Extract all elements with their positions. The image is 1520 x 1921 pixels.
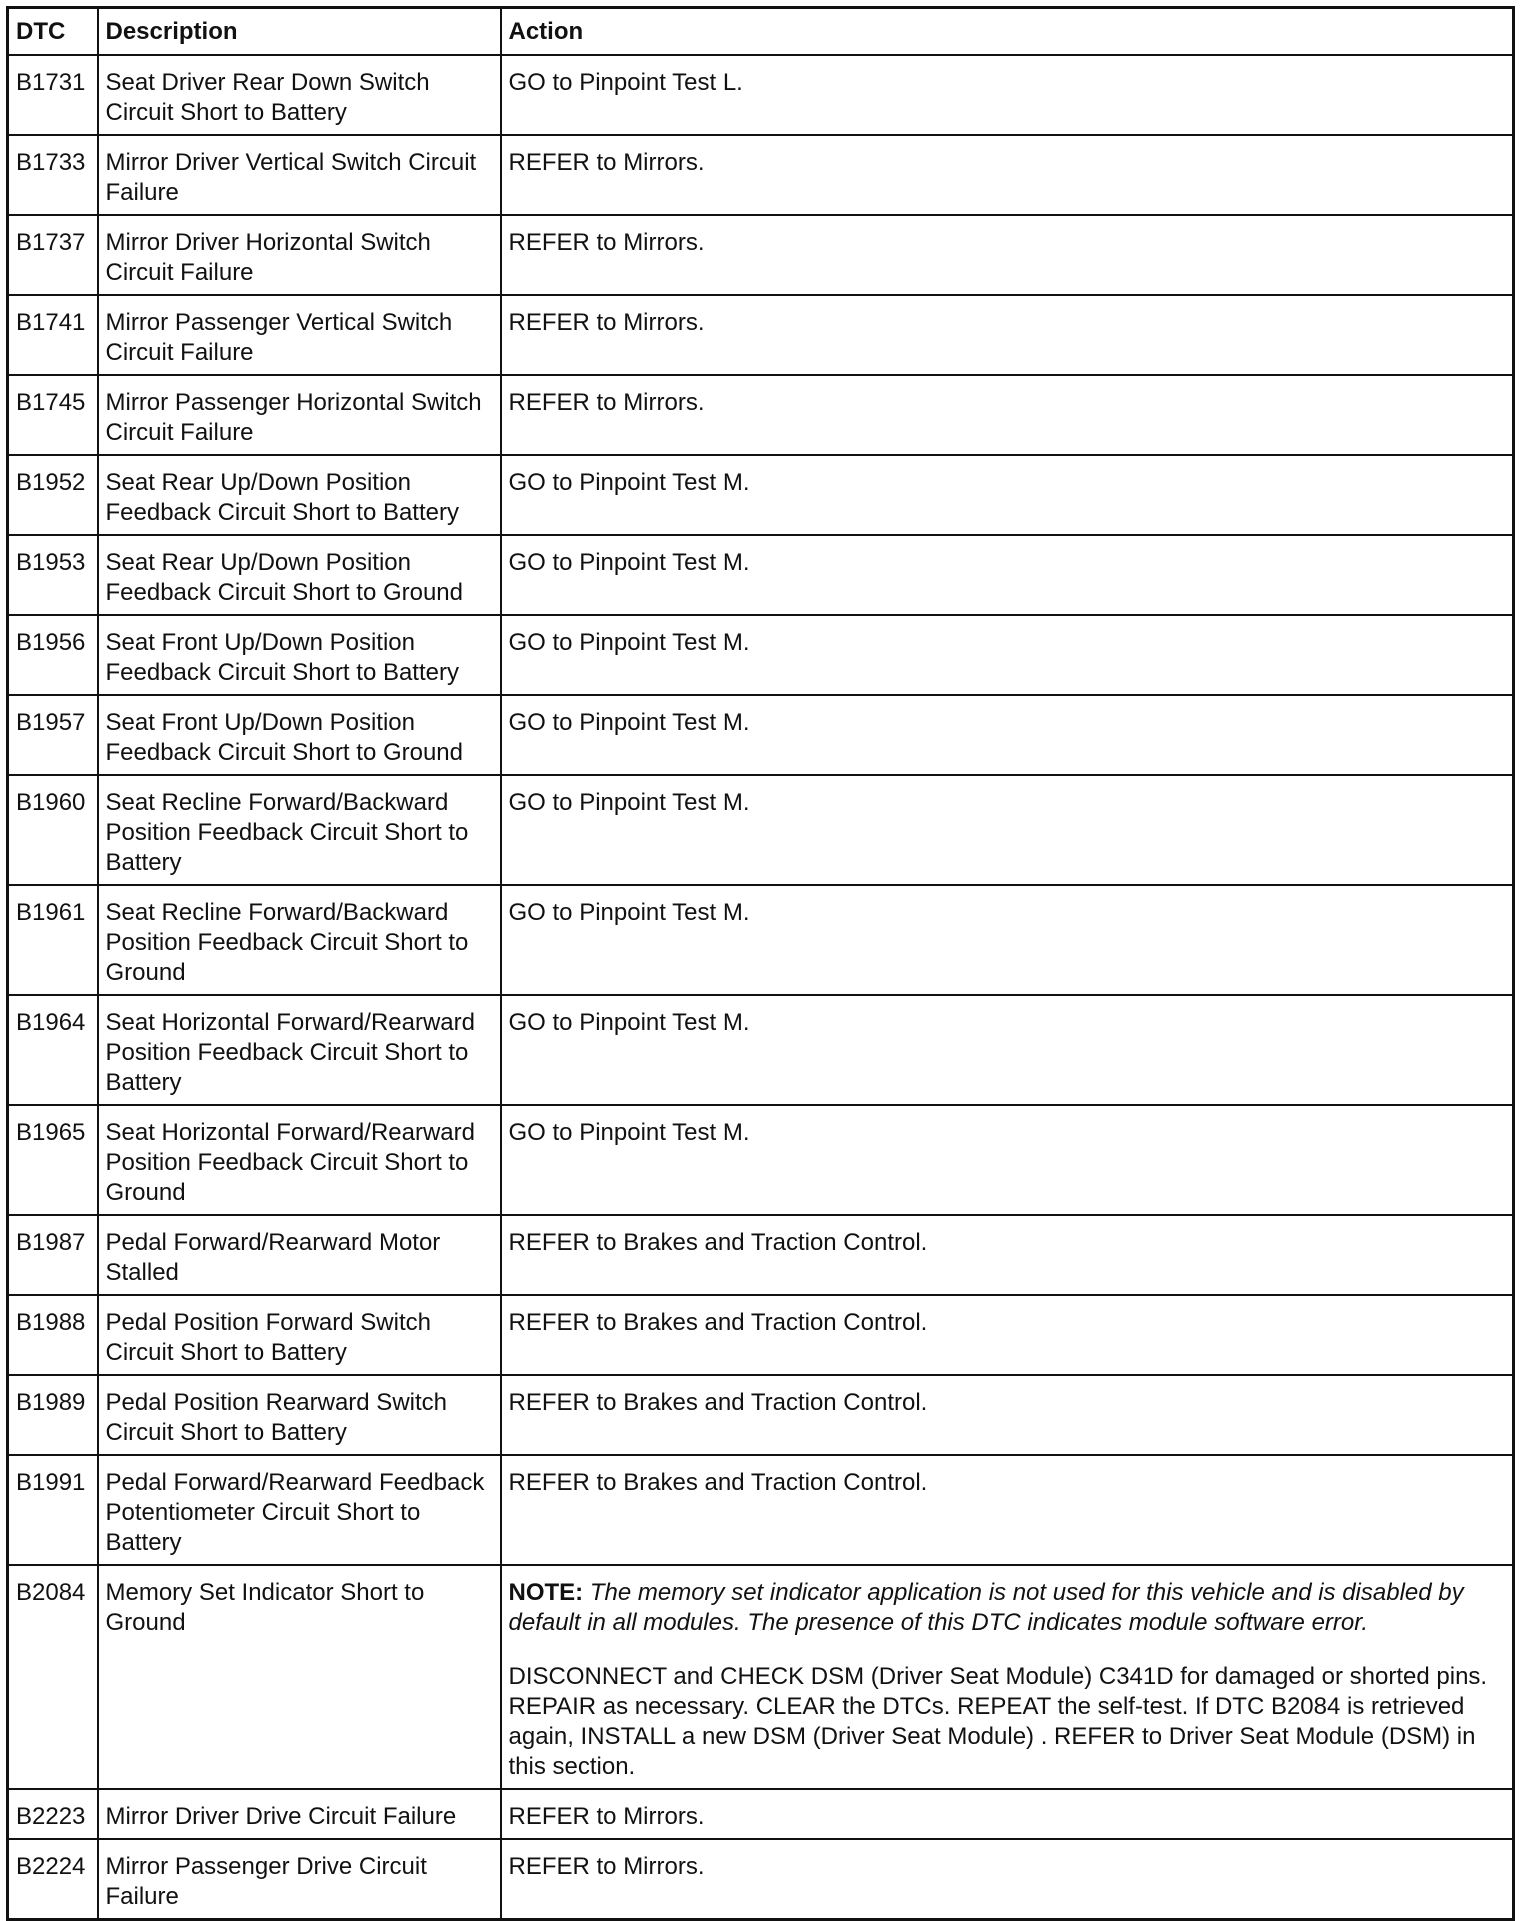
dtc-action: REFER to Brakes and Traction Control. bbox=[501, 1215, 1514, 1295]
dtc-table bbox=[6, 6, 1515, 1921]
dtc-code: B1960 bbox=[8, 775, 98, 885]
dtc-action: GO to Pinpoint Test M. bbox=[501, 615, 1514, 695]
dtc-code: B1989 bbox=[8, 1375, 98, 1455]
table-row bbox=[8, 455, 1514, 535]
dtc-code: B1965 bbox=[8, 1105, 98, 1215]
dtc-code: B1731 bbox=[8, 55, 98, 135]
dtc-description: Mirror Passenger Vertical Switch Circuit Failure bbox=[98, 295, 501, 375]
dtc-action: GO to Pinpoint Test M. bbox=[501, 1105, 1514, 1215]
dtc-code: B1988 bbox=[8, 1295, 98, 1375]
table-row bbox=[8, 775, 1514, 885]
table-row bbox=[8, 995, 1514, 1105]
dtc-description: Pedal Position Rearward Switch Circuit Short to Battery bbox=[98, 1375, 501, 1455]
table-row bbox=[8, 1105, 1514, 1215]
dtc-description: Seat Recline Forward/Backward Position Feedback Circuit Short to Ground bbox=[98, 885, 501, 995]
dtc-description: Pedal Forward/Rearward Motor Stalled bbox=[98, 1215, 501, 1295]
header-dtc: DTC bbox=[8, 8, 98, 55]
table-row bbox=[8, 535, 1514, 615]
dtc-action: GO to Pinpoint Test M. bbox=[501, 775, 1514, 885]
dtc-description: Mirror Driver Vertical Switch Circuit Failure bbox=[98, 135, 501, 215]
dtc-description: Pedal Position Forward Switch Circuit Short to Battery bbox=[98, 1295, 501, 1375]
table-row bbox=[8, 375, 1514, 455]
dtc-action: REFER to Brakes and Traction Control. bbox=[501, 1455, 1514, 1565]
dtc-code: B1741 bbox=[8, 295, 98, 375]
table-row bbox=[8, 1375, 1514, 1455]
dtc-action-cell bbox=[501, 1565, 1514, 1789]
table-row bbox=[8, 295, 1514, 375]
table-row bbox=[8, 695, 1514, 775]
dtc-code: B2224 bbox=[8, 1839, 98, 1920]
dtc-action: REFER to Mirrors. bbox=[501, 375, 1514, 455]
dtc-description: Seat Front Up/Down Position Feedback Circuit Short to Ground bbox=[98, 695, 501, 775]
dtc-code: B1952 bbox=[8, 455, 98, 535]
table-row bbox=[8, 1789, 1514, 1839]
table-header-row bbox=[8, 8, 1514, 55]
dtc-description: Mirror Passenger Drive Circuit Failure bbox=[98, 1839, 501, 1920]
dtc-description: Memory Set Indicator Short to Ground bbox=[98, 1565, 501, 1789]
note-text: The memory set indicator application is not used for this vehicle and is disabled by default in all modules. The presence of this DTC indicates module software error. bbox=[508, 1578, 1464, 1636]
table-row bbox=[8, 1455, 1514, 1565]
dtc-description: Seat Front Up/Down Position Feedback Circuit Short to Battery bbox=[98, 615, 501, 695]
dtc-description: Seat Recline Forward/Backward Position Feedback Circuit Short to Battery bbox=[98, 775, 501, 885]
dtc-code: B2223 bbox=[8, 1789, 98, 1839]
dtc-code: B1745 bbox=[8, 375, 98, 455]
header-description: Description bbox=[98, 8, 501, 55]
dtc-action: REFER to Mirrors. bbox=[501, 1839, 1514, 1920]
dtc-action: REFER to Mirrors. bbox=[501, 295, 1514, 375]
dtc-code: B1991 bbox=[8, 1455, 98, 1565]
table-row bbox=[8, 1295, 1514, 1375]
dtc-code: B1961 bbox=[8, 885, 98, 995]
table-row bbox=[8, 1215, 1514, 1295]
dtc-action: REFER to Mirrors. bbox=[501, 215, 1514, 295]
dtc-description: Mirror Passenger Horizontal Switch Circuit Failure bbox=[98, 375, 501, 455]
header-action: Action bbox=[501, 8, 1514, 55]
note-label: NOTE: bbox=[508, 1578, 584, 1606]
table-row bbox=[8, 1839, 1514, 1920]
dtc-code: B1956 bbox=[8, 615, 98, 695]
dtc-code: B1957 bbox=[8, 695, 98, 775]
dtc-description: Seat Rear Up/Down Position Feedback Circuit Short to Battery bbox=[98, 455, 501, 535]
dtc-code: B2084 bbox=[8, 1565, 98, 1789]
dtc-action: DISCONNECT and CHECK DSM (Driver Seat Module) C341D for damaged or shorted pins. REPAIR as necessary. CLEAR the DTCs. REPEAT the self-test. If DTC B2084 is retrieved again, INSTALL a new DSM (Driver Seat Module) . REFER to Driver Seat Module (DSM) in this section. bbox=[508, 1662, 1488, 1780]
dtc-code: B1987 bbox=[8, 1215, 98, 1295]
dtc-description: Seat Driver Rear Down Switch Circuit Short to Battery bbox=[98, 55, 501, 135]
dtc-action: REFER to Brakes and Traction Control. bbox=[501, 1295, 1514, 1375]
dtc-description: Seat Rear Up/Down Position Feedback Circuit Short to Ground bbox=[98, 535, 501, 615]
dtc-action: GO to Pinpoint Test M. bbox=[501, 535, 1514, 615]
dtc-action: REFER to Mirrors. bbox=[501, 135, 1514, 215]
table-row bbox=[8, 885, 1514, 995]
dtc-code: B1953 bbox=[8, 535, 98, 615]
dtc-action: GO to Pinpoint Test M. bbox=[501, 995, 1514, 1105]
table-row bbox=[8, 1565, 1514, 1789]
dtc-code: B1737 bbox=[8, 215, 98, 295]
dtc-action: GO to Pinpoint Test M. bbox=[501, 455, 1514, 535]
table-row bbox=[8, 55, 1514, 135]
dtc-action: REFER to Mirrors. bbox=[501, 1789, 1514, 1839]
dtc-action: GO to Pinpoint Test M. bbox=[501, 885, 1514, 995]
table-row bbox=[8, 615, 1514, 695]
dtc-code: B1733 bbox=[8, 135, 98, 215]
dtc-description: Mirror Driver Drive Circuit Failure bbox=[98, 1789, 501, 1839]
dtc-description: Seat Horizontal Forward/Rearward Position Feedback Circuit Short to Ground bbox=[98, 1105, 501, 1215]
dtc-description: Pedal Forward/Rearward Feedback Potentiometer Circuit Short to Battery bbox=[98, 1455, 501, 1565]
note-paragraph bbox=[509, 1578, 1506, 1638]
dtc-action: GO to Pinpoint Test L. bbox=[501, 55, 1514, 135]
dtc-code: B1964 bbox=[8, 995, 98, 1105]
dtc-description: Mirror Driver Horizontal Switch Circuit Failure bbox=[98, 215, 501, 295]
dtc-action: REFER to Brakes and Traction Control. bbox=[501, 1375, 1514, 1455]
table-row bbox=[8, 135, 1514, 215]
table-row bbox=[8, 215, 1514, 295]
dtc-description: Seat Horizontal Forward/Rearward Position Feedback Circuit Short to Battery bbox=[98, 995, 501, 1105]
dtc-action: GO to Pinpoint Test M. bbox=[501, 695, 1514, 775]
